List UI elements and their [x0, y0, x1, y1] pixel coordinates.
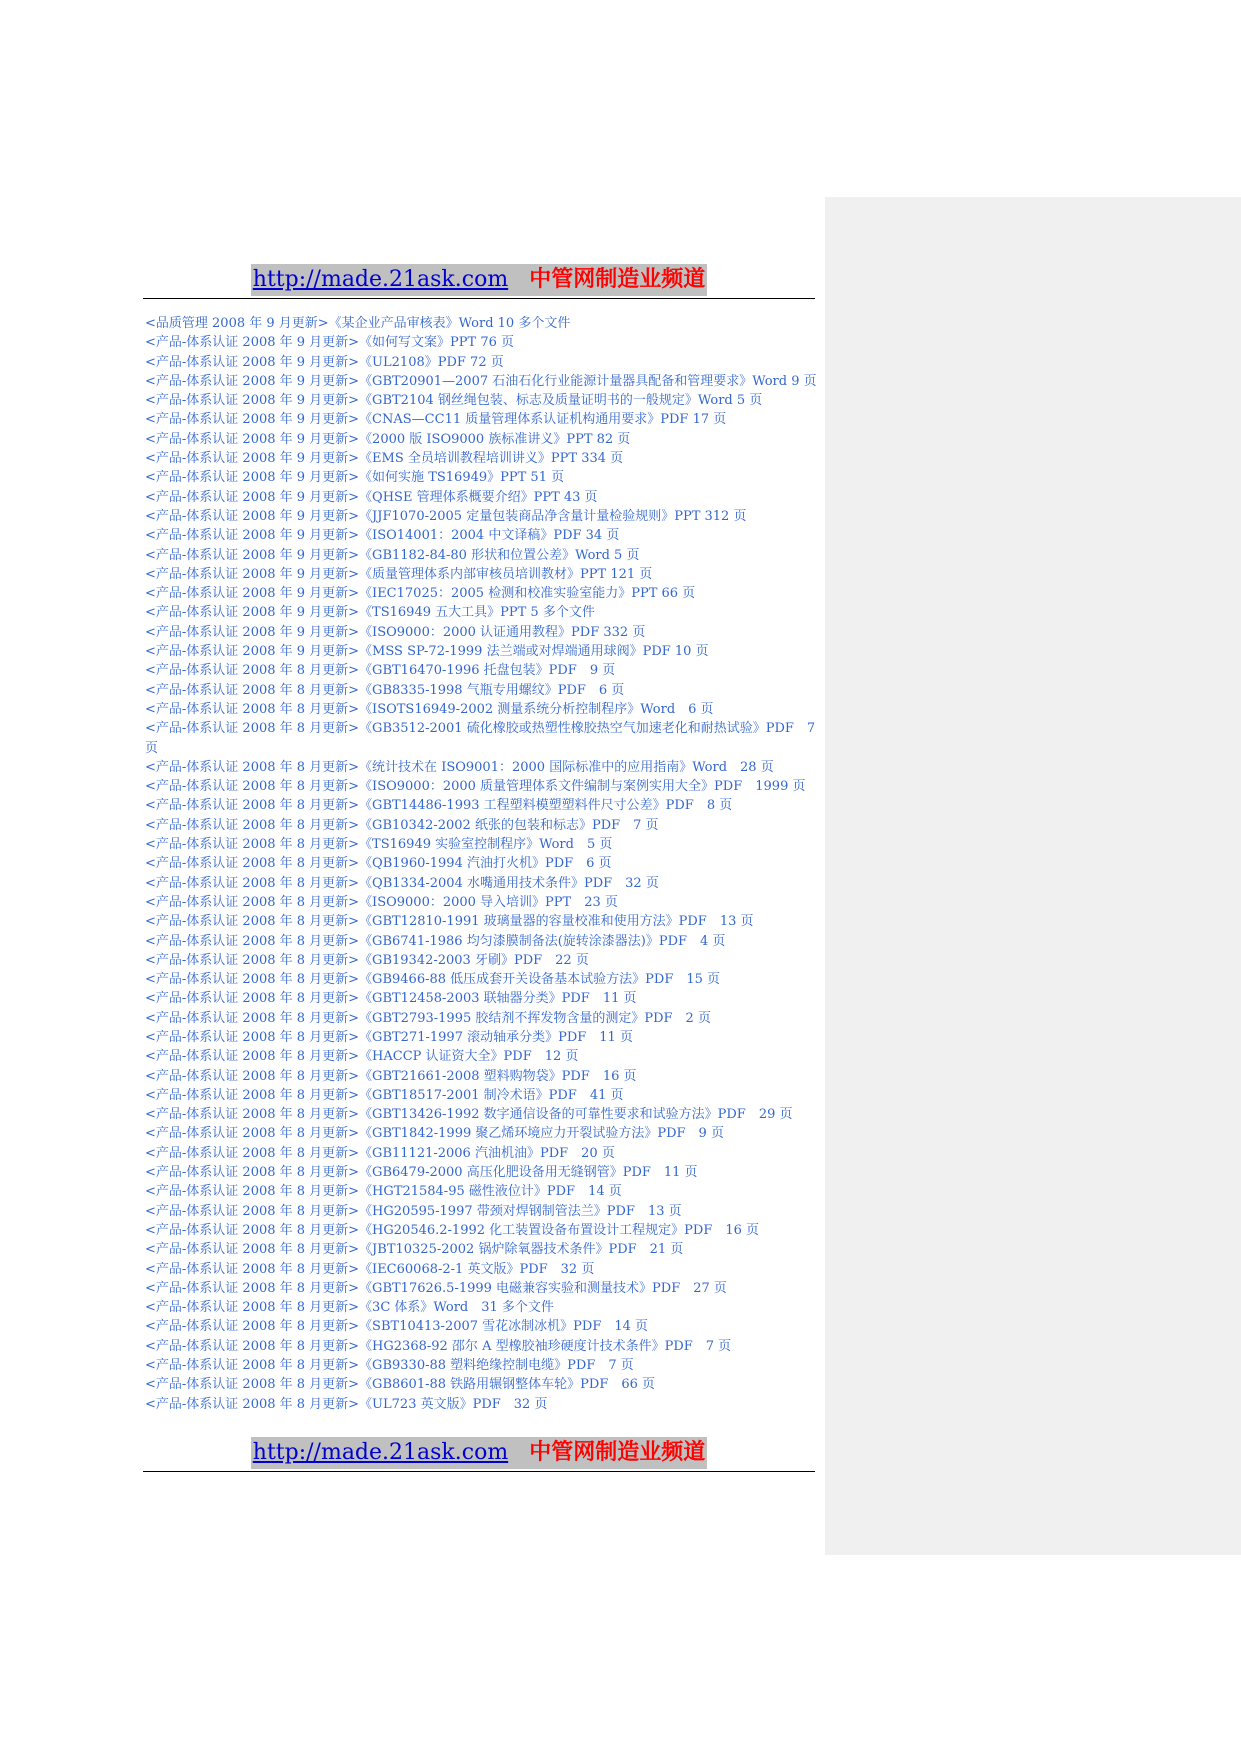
- list-item: <产品-体系认证 2008 年 9 月更新>《GB1182-84-80 形状和位置公差》Word 5 页: [145, 547, 640, 563]
- list-item: <产品-体系认证 2008 年 9 月更新>《ISO14001：2004 中文译稿》PDF 34 页: [145, 528, 620, 544]
- page-header: [143, 264, 815, 299]
- list-item: <产品-体系认证 2008 年 8 月更新>《GB8601-88 铁路用辗钢整体车轮》PDF 66 页: [145, 1377, 656, 1393]
- list-item: <产品-体系认证 2008 年 9 月更新>《GBT20901—2007 石油石化行业能源计量器具配备和管理要求》Word 9 页: [145, 373, 817, 389]
- page-footer: [143, 1437, 815, 1472]
- list-item: <产品-体系认证 2008 年 8 月更新>《GBT14486-1993 工程塑料模塑塑料件尺寸公差》PDF 8 页: [145, 798, 733, 814]
- header-url-link[interactable]: http://made.21ask.com: [252, 267, 509, 292]
- footer-url-link[interactable]: http://made.21ask.com: [252, 1440, 509, 1465]
- list-item: <产品-体系认证 2008 年 8 月更新>《UL723 英文版》PDF 32 页: [145, 1396, 548, 1412]
- list-item: <产品-体系认证 2008 年 9 月更新>《2000 版 ISO9000 族标准讲义》PPT 82 页: [145, 431, 631, 447]
- list-item: <产品-体系认证 2008 年 8 月更新>《QB1960-1994 汽油打火机》PDF 6 页: [145, 856, 612, 872]
- list-item: <产品-体系认证 2008 年 9 月更新>《ISO9000：2000 认证通用教程》PDF 332 页: [145, 624, 646, 640]
- footer-site-name: 中管网制造业频道: [529, 1440, 706, 1465]
- list-item: <产品-体系认证 2008 年 9 月更新>《MSS SP-72-1999 法兰端或对焊端通用球阀》PDF 10 页: [145, 644, 709, 660]
- list-item: <产品-体系认证 2008 年 9 月更新>《质量管理体系内部审核员培训教材》PPT 121 页: [145, 566, 653, 582]
- list-item: <产品-体系认证 2008 年 8 月更新>《GB9330-88 塑料绝缘控制电缆》PDF 7 页: [145, 1358, 634, 1374]
- list-item: <产品-体系认证 2008 年 9 月更新>《JJF1070-2005 定量包装商品净含量计量检验规则》PPT 312 页: [145, 508, 747, 524]
- list-item: <产品-体系认证 2008 年 8 月更新>《GBT1842-1999 聚乙烯环境应力开裂试验方法》PDF 9 页: [145, 1126, 724, 1142]
- list-item: <产品-体系认证 2008 年 8 月更新>《HGT21584-95 磁性液位计》PDF 14 页: [145, 1184, 622, 1200]
- list-item: <产品-体系认证 2008 年 8 月更新>《GB9466-88 低压成套开关设备基本试验方法》PDF 15 页: [145, 972, 721, 988]
- list-item: <产品-体系认证 2008 年 8 月更新>《QB1334-2004 水嘴通用技术条件》PDF 32 页: [145, 875, 659, 891]
- list-item: <品质管理 2008 年 9 月更新>《某企业产品审核表》Word 10 多个文件: [145, 316, 571, 331]
- list-item: <产品-体系认证 2008 年 8 月更新>《GB11121-2006 汽油机油》PDF 20 页: [145, 1145, 615, 1161]
- list-item: <产品-体系认证 2008 年 8 月更新>《统计技术在 ISO9001：2000 国际标准中的应用指南》Word 28 页: [145, 759, 774, 775]
- document-list: [145, 314, 820, 1414]
- list-item: <产品-体系认证 2008 年 8 月更新>《GBT18517-2001 制冷术语》PDF 41 页: [145, 1087, 624, 1103]
- list-item: <产品-体系认证 2008 年 8 月更新>《HACCP 认证资大全》PDF 12 页: [145, 1049, 579, 1065]
- list-item: <产品-体系认证 2008 年 8 月更新>《SBT10413-2007 雪花冰制冰机》PDF 14 页: [145, 1319, 649, 1335]
- list-item: <产品-体系认证 2008 年 8 月更新>《GBT13426-1992 数字通信设备的可靠性要求和试验方法》PDF 29 页: [145, 1107, 793, 1123]
- list-item: <产品-体系认证 2008 年 9 月更新>《TS16949 五大工具》PPT 5 多个文件: [145, 605, 595, 621]
- list-item: <产品-体系认证 2008 年 8 月更新>《JBT10325-2002 锅炉除氧器技术条件》PDF 21 页: [145, 1242, 684, 1258]
- list-item: <产品-体系认证 2008 年 8 月更新>《GB6479-2000 高压化肥设备用无缝钢管》PDF 11 页: [145, 1165, 698, 1181]
- list-item: <产品-体系认证 2008 年 8 月更新>《HG2368-92 邵尔 A 型橡胶袖珍硬度计技术条件》PDF 7 页: [145, 1338, 732, 1354]
- list-item: <产品-体系认证 2008 年 8 月更新>《GB8335-1998 气瓶专用螺纹》PDF 6 页: [145, 682, 625, 698]
- list-item: <产品-体系认证 2008 年 8 月更新>《TS16949 实验室控制程序》Word 5 页: [145, 837, 613, 853]
- list-item: <产品-体系认证 2008 年 8 月更新>《GB6741-1986 均匀漆膜制备法(旋转涂漆器法)》PDF 4 页: [145, 933, 726, 949]
- list-item: <产品-体系认证 2008 年 8 月更新>《GBT17626.5-1999 电磁兼容实验和测量技术》PDF 27 页: [145, 1280, 727, 1296]
- list-item: <产品-体系认证 2008 年 8 月更新>《GBT12810-1991 玻璃量器的容量校准和使用方法》PDF 13 页: [145, 914, 754, 930]
- list-item: <产品-体系认证 2008 年 9 月更新>《CNAS—CC11 质量管理体系认证机构通用要求》PDF 17 页: [145, 412, 727, 428]
- list-item: <产品-体系认证 2008 年 8 月更新>《GBT16470-1996 托盘包装》PDF 9 页: [145, 663, 616, 679]
- list-item: <产品-体系认证 2008 年 8 月更新>《GB19342-2003 牙刷》PDF 22 页: [145, 952, 589, 968]
- list-item: <产品-体系认证 2008 年 8 月更新>《GBT2793-1995 胶结剂不挥发物含量的测定》PDF 2 页: [145, 1010, 711, 1026]
- list-item: <产品-体系认证 2008 年 8 月更新>《ISOTS16949-2002 测量系统分析控制程序》Word 6 页: [145, 701, 714, 717]
- header-banner: [251, 264, 707, 296]
- list-item: <产品-体系认证 2008 年 9 月更新>《UL2108》PDF 72 页: [145, 354, 504, 370]
- list-item: <产品-体系认证 2008 年 8 月更新>《3C 体系》Word 31 多个文件: [145, 1300, 554, 1316]
- list-item: <产品-体系认证 2008 年 8 月更新>《ISO9000：2000 导入培训》PPT 23 页: [145, 894, 618, 910]
- list-item: <产品-体系认证 2008 年 9 月更新>《EMS 全员培训教程培训讲义》PPT 334 页: [145, 451, 624, 467]
- list-item: <产品-体系认证 2008 年 9 月更新>《GBT2104 钢丝绳包装、标志及质量证明书的一般规定》Word 5 页: [145, 393, 763, 409]
- list-item: <产品-体系认证 2008 年 9 月更新>《如何写文案》PPT 76 页: [145, 335, 515, 351]
- list-item: <产品-体系认证 2008 年 8 月更新>《HG20546.2-1992 化工装置设备布置设计工程规定》PDF 16 页: [145, 1222, 760, 1238]
- list-item: <产品-体系认证 2008 年 8 月更新>《GB10342-2002 纸张的包装和标志》PDF 7 页: [145, 817, 659, 833]
- list-item: <产品-体系认证 2008 年 8 月更新>《GBT12458-2003 联轴器分类》PDF 11 页: [145, 991, 637, 1007]
- list-item: <产品-体系认证 2008 年 8 月更新>《GB3512-2001 硫化橡胶或热塑性橡胶热空气加速老化和耐热试验》PDF 7 页: [145, 721, 820, 756]
- list-item: <产品-体系认证 2008 年 8 月更新>《GBT21661-2008 塑料购物袋》PDF 16 页: [145, 1068, 637, 1084]
- list-item: <产品-体系认证 2008 年 8 月更新>《HG20595-1997 带颈对焊钢制管法兰》PDF 13 页: [145, 1203, 682, 1219]
- list-item: <产品-体系认证 2008 年 8 月更新>《ISO9000：2000 质量管理体系文件编制与案例实用大全》PDF 1999 页: [145, 779, 806, 795]
- list-item: <产品-体系认证 2008 年 8 月更新>《GBT271-1997 滚动轴承分类》PDF 11 页: [145, 1029, 633, 1045]
- comment-margin: [825, 197, 1241, 1555]
- list-item: <产品-体系认证 2008 年 9 月更新>《IEC17025：2005 检测和校准实验室能力》PPT 66 页: [145, 586, 696, 602]
- list-item: <产品-体系认证 2008 年 9 月更新>《如何实施 TS16949》PPT 51 页: [145, 470, 565, 486]
- list-item: <产品-体系认证 2008 年 9 月更新>《QHSE 管理体系概要介绍》PPT 43 页: [145, 489, 598, 505]
- footer-banner: [251, 1437, 707, 1469]
- list-item: <产品-体系认证 2008 年 8 月更新>《IEC60068-2-1 英文版》PDF 32 页: [145, 1261, 595, 1277]
- header-site-name: 中管网制造业频道: [529, 267, 706, 292]
